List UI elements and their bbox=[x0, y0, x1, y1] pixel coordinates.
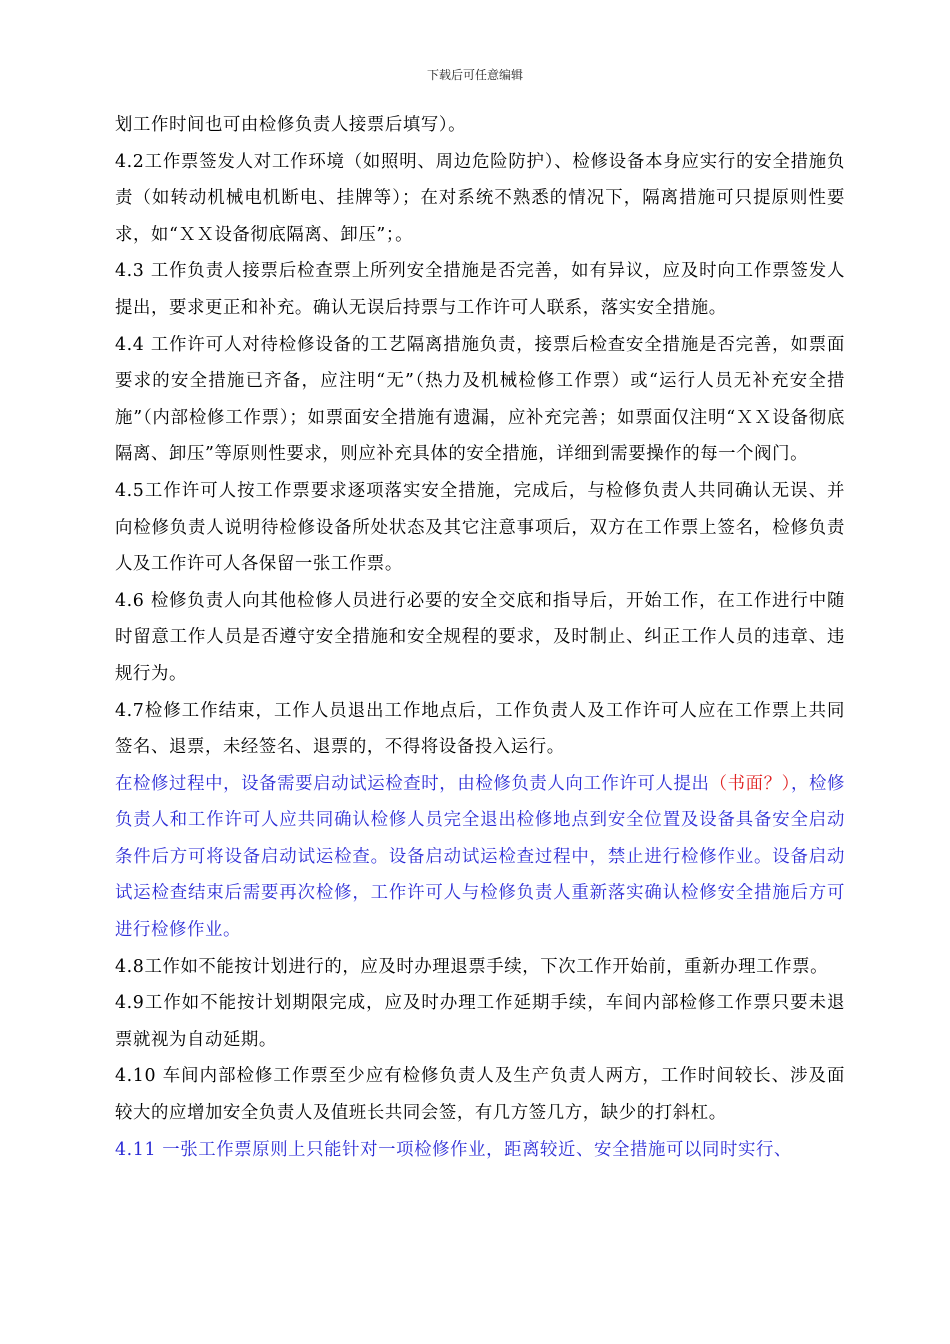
paragraph-4-11: 4.11 一张工作票原则上只能针对一项检修作业，距离较近、安全措施可以同时实行、 bbox=[115, 1139, 792, 1160]
paragraph-continuation: 划工作时间也可由检修负责人接票后填写）。 bbox=[115, 115, 467, 135]
highlight-blue-text-1: 在检修过程中，设备需要启动试运检查时，由检修负责人向工作许可人提出 bbox=[115, 773, 710, 794]
paragraph-4-9: 4.9工作如不能按计划期限完成，应及时办理工作延期手续，车间内部检修工作票只要未退票就视为自动延期。 bbox=[115, 993, 845, 1050]
paragraph-4-5: 4.5工作许可人按工作票要求逐项落实安全措施，完成后，与检修负责人共同确认无误、并向检修负责人说明待检修设备所处状态及其它注意事项后，双方在工作票上签名，检修负责人及工作许可人各保留一张工作票。 bbox=[115, 480, 845, 575]
paragraph-4-6: 4.6 检修负责人向其他检修人员进行必要的安全交底和指导后，开始工作，在工作进行中随时留意工作人员是否遵守安全措施和安全规程的要求，及时制止、纠正工作人员的违章、违规行为。 bbox=[115, 590, 845, 684]
paragraph-4-8: 4.8工作如不能按计划进行的，应及时办理退票手续，下次工作开始前，重新办理工作票。 bbox=[115, 956, 829, 977]
document-body bbox=[115, 107, 845, 1168]
paragraph-4-3: 4.3 工作负责人接票后检查票上所列安全措施是否完善，如有异议，应及时向工作票签发人提出，要求更正和补充。确认无误后持票与工作许可人联系，落实安全措施。 bbox=[115, 261, 845, 318]
paragraph-4-7: 4.7检修工作结束，工作人员退出工作地点后，工作负责人及工作许可人应在工作票上共同签名、退票，未经签名、退票的，不得将设备投入运行。 bbox=[115, 700, 845, 758]
highlight-red-text: （书面？） bbox=[709, 773, 791, 794]
page-header: 下载后可任意编辑 bbox=[426, 68, 523, 82]
paragraph-highlight-blue bbox=[115, 766, 845, 949]
paragraph-4-2: 4.2工作票签发人对工作环境（如照明、周边危险防护）、检修设备本身应实行的安全措施负责（如转动机械电机断电、挂牌等）；在对系统不熟悉的情况下，隔离措施可只提原则性要求，如“ＸＸ设备彻底隔离、卸压”；。 bbox=[115, 151, 845, 245]
paragraph-4-4: 4.4 工作许可人对待检修设备的工艺隔离措施负责，接票后检查安全措施是否完善，如票面要求的安全措施已齐备，应注明“无”（热力及机械检修工作票）或“运行人员无补充安全措施”（内部检修工作票）；如票面安全措施有遗漏，应补充完善；如票面仅注明“ＸＸ设备彻底隔离、卸压”等原则性要求，则应补充具体的安全措施，详细到需要操作的每一个阀门。 bbox=[115, 334, 845, 465]
highlight-blue-text-2: ，检修负责人和工作许可人应共同确认检修人员完全退出检修地点到安全位置及设备具备安全启动条件后方可将设备启动试运检查。设备启动试运检查过程中，禁止进行检修作业。设备启动试运检查结束后需要再次检修，工作许可人与检修负责人重新落实确认检修安全措施后方可进行检修作业。 bbox=[115, 773, 845, 941]
paragraph-4-10: 4.10 车间内部检修工作票至少应有检修负责人及生产负责人两方，工作时间较长、涉及面较大的应增加安全负责人及值班长共同会签，有几方签几方，缺少的打斜杠。 bbox=[115, 1066, 845, 1124]
